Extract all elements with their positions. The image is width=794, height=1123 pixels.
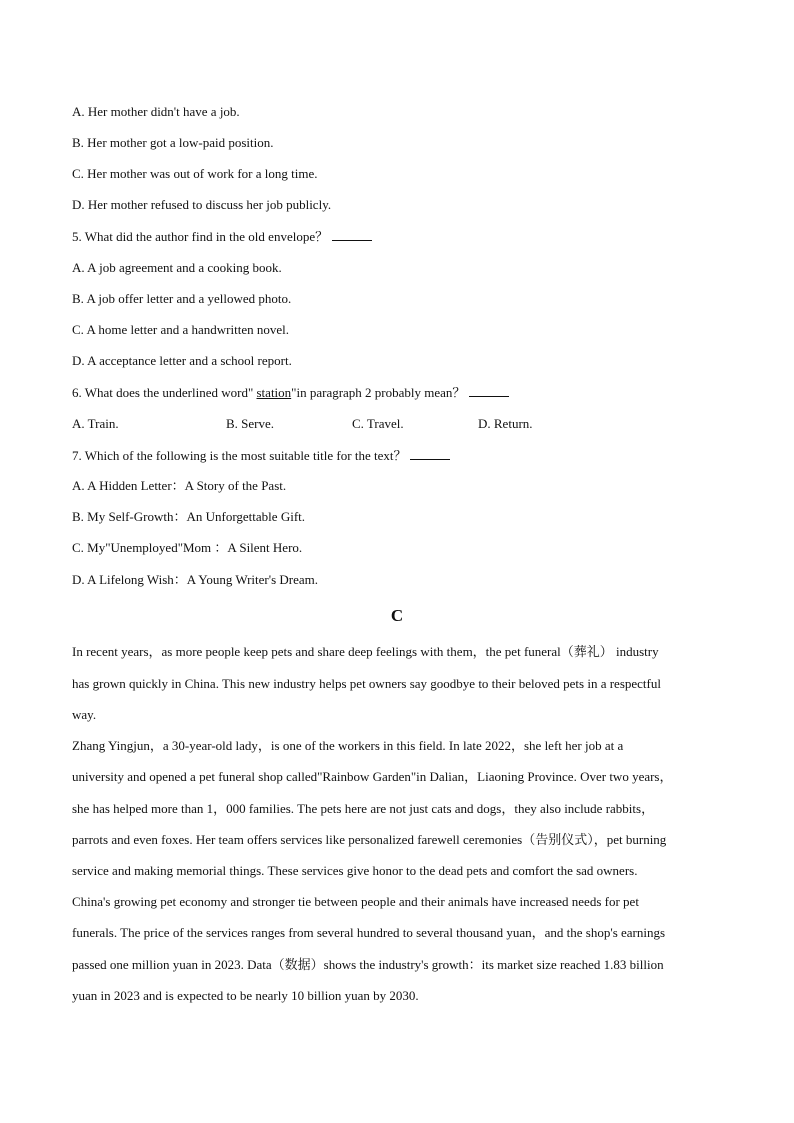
- passage-line: service and making memorial things. These services give honor to the dead pets and comfort the sad owners.: [72, 863, 638, 878]
- q4-option-d: D. Her mother refused to discuss her job publicly.: [72, 197, 332, 212]
- q5-option-b: B. A job offer letter and a yellowed photo.: [72, 291, 292, 306]
- q5-question-text: 5. What did the author find in the old envelope？: [72, 229, 329, 244]
- q7-answer-blank: [410, 447, 450, 460]
- q7-option-a: A. A Hidden Letter：A Story of the Past.: [72, 478, 287, 493]
- q4-option-c: C. Her mother was out of work for a long time.: [72, 166, 318, 181]
- passage-line: In recent years，as more people keep pets and share deep feelings with them，the pet funeral（葬礼） industry: [72, 644, 659, 659]
- q6-underlined-word: station: [256, 385, 292, 400]
- passage-line: she has helped more than 1，000 families. The pets here are not just cats and dogs，they also include rabbits，: [72, 801, 655, 816]
- q6-question-pre: 6. What does the underlined word": [72, 385, 257, 400]
- passage-line: China's growing pet economy and stronger tie between people and their animals have increased needs for pet: [72, 894, 639, 909]
- q7-question-text: 7. Which of the following is the most suitable title for the text？: [72, 448, 407, 463]
- q7-option-b: B. My Self-Growth：An Unforgettable Gift.: [72, 509, 306, 524]
- q7-option-d: D. A Lifelong Wish：A Young Writer's Dream.: [72, 572, 319, 587]
- q5-question: [72, 228, 372, 245]
- q5-option-a: A. A job agreement and a cooking book.: [72, 260, 282, 275]
- q7-option-c: C. My"Unemployed"Mom ：A Silent Hero.: [72, 540, 303, 555]
- q5-option-c: C. A home letter and a handwritten novel.: [72, 322, 289, 337]
- q6-option-b: B. Serve.: [226, 416, 275, 431]
- passage-line: yuan in 2023 and is expected to be nearly 10 billion yuan by 2030.: [72, 988, 419, 1003]
- passage-line: passed one million yuan in 2023. Data（数据）shows the industry's growth：its market size reached 1.83 billion: [72, 957, 664, 972]
- passage-line: parrots and even foxes. Her team offers services like personalized farewell ceremonies（告别仪式），pet burning: [72, 832, 667, 847]
- q6-question-post: "in paragraph 2 probably mean？: [291, 385, 466, 400]
- q7-question: [72, 447, 450, 464]
- q6-option-a: A. Train.: [72, 416, 119, 431]
- q6-question: [72, 384, 509, 401]
- q6-option-d: D. Return.: [478, 416, 533, 431]
- passage-line: has grown quickly in China. This new industry helps pet owners say goodbye to their beloved pets in a respectful: [72, 676, 661, 691]
- passage-line: funerals. The price of the services ranges from several hundred to several thousand yuan，and the shop's earnings: [72, 925, 666, 940]
- q4-option-a: A. Her mother didn't have a job.: [72, 104, 240, 119]
- section-c-heading: C: [390, 606, 404, 625]
- q4-option-b: B. Her mother got a low-paid position.: [72, 135, 274, 150]
- passage-line: way.: [72, 707, 97, 722]
- q6-answer-blank: [469, 384, 509, 397]
- q6-option-c: C. Travel.: [352, 416, 404, 431]
- q5-option-d: D. A acceptance letter and a school report.: [72, 353, 292, 368]
- q5-answer-blank: [332, 228, 372, 241]
- passage-line: university and opened a pet funeral shop called"Rainbow Garden"in Dalian，Liaoning Province. Over two years，: [72, 769, 673, 784]
- passage-line: Zhang Yingjun，a 30-year-old lady，is one of the workers in this field. In late 2022，she left her job at a: [72, 738, 624, 753]
